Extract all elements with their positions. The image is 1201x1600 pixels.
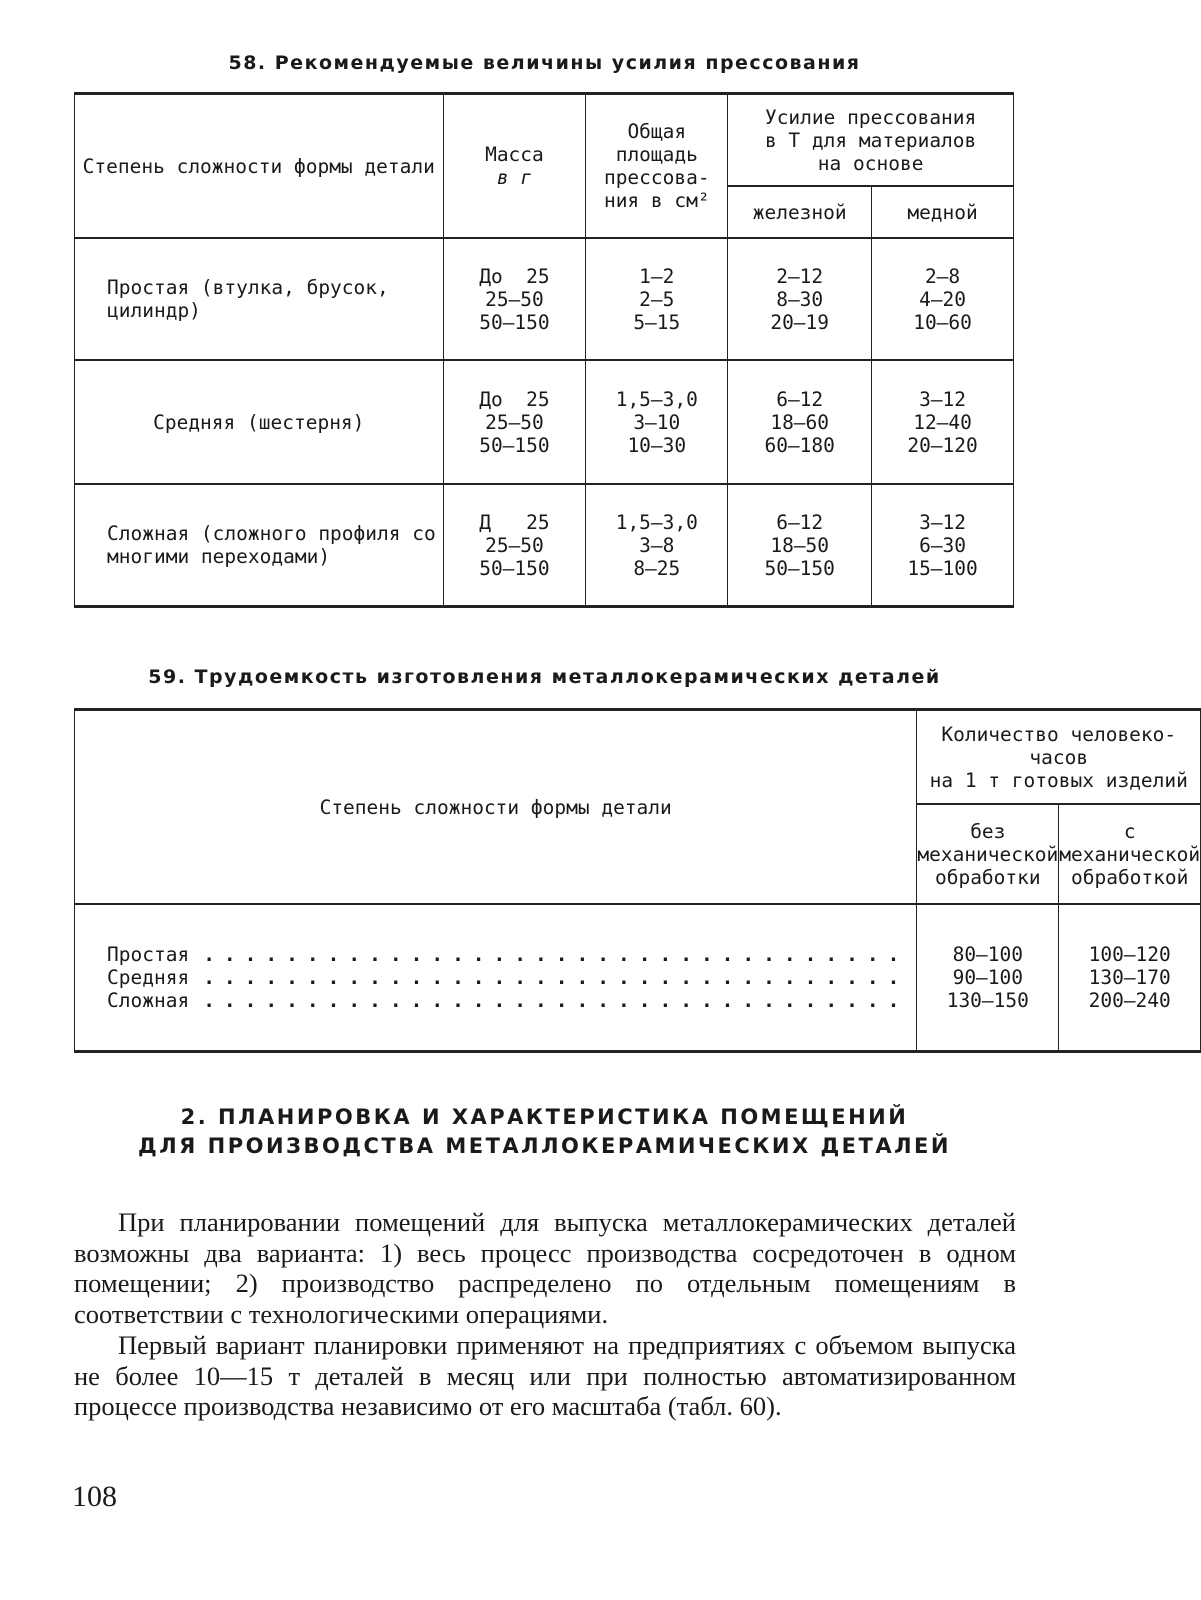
row-label: Сложная (сложного профиля со многими переходами) — [75, 484, 444, 607]
mass-cell — [443, 484, 586, 607]
table-body-row — [75, 904, 1201, 1052]
mass-value: 50—150 — [479, 433, 550, 457]
table-59 — [74, 708, 1201, 1053]
iron-value: 6—12 — [776, 387, 824, 411]
with-value: 130—170 — [1088, 966, 1171, 989]
copper-value: 10—60 — [913, 310, 972, 334]
area-value: 1—2 — [639, 264, 675, 288]
mass-cell — [443, 360, 586, 484]
list-item — [107, 966, 908, 989]
row-label: Средняя — [107, 966, 190, 989]
area-cell — [586, 360, 728, 484]
area-value: 3—8 — [639, 533, 675, 557]
leader-dots: .................................. — [203, 989, 909, 1012]
leader-dots: .................................. — [203, 943, 909, 966]
header-with-line2: механической — [1059, 842, 1201, 866]
area-value: 1,5—3,0 — [615, 387, 698, 411]
label-cell — [75, 904, 917, 1052]
without-value: 90—100 — [952, 966, 1024, 989]
header-area-line1: Общая — [627, 120, 687, 143]
list-item — [107, 989, 908, 1012]
header-area-line4: ния в см² — [603, 189, 710, 212]
area-value: 5—15 — [633, 310, 681, 334]
iron-cell — [728, 360, 872, 484]
header-area — [586, 94, 728, 239]
area-value: 3—10 — [633, 410, 681, 434]
row-label: Простая — [107, 943, 190, 966]
header-iron: железной — [728, 186, 872, 238]
list-item — [107, 943, 908, 966]
iron-value: 6—12 — [776, 510, 824, 534]
header-area-line3: прессова- — [603, 166, 710, 189]
header-with-machining — [1059, 804, 1201, 904]
area-cell — [586, 484, 728, 607]
iron-value: 8—30 — [776, 287, 824, 311]
iron-value: 2—12 — [776, 264, 824, 288]
iron-value: 60—180 — [764, 433, 835, 457]
with-value: 100—120 — [1088, 943, 1171, 966]
header-with-line1: с — [1123, 819, 1136, 843]
mass-value: 50—150 — [479, 310, 550, 334]
mass-value: 25—50 — [485, 287, 544, 311]
mass-value: 50—150 — [479, 556, 550, 580]
header-complexity: Степень сложности формы детали — [75, 710, 917, 905]
header-force-line3: на основе — [817, 151, 924, 175]
copper-cell — [872, 484, 1014, 607]
section-title-line1: 2. ПЛАНИРОВКА И ХАРАКТЕРИСТИКА ПОМЕЩЕНИЙ — [180, 1105, 909, 1129]
table-58-caption: 58. Рекомендуемые величины усилия прессования — [228, 52, 861, 74]
leader-dots: .................................. — [203, 966, 909, 989]
mass-value: До 25 — [479, 387, 550, 411]
copper-value: 2—8 — [924, 264, 961, 288]
iron-value: 20—19 — [770, 310, 830, 334]
section-title — [0, 1103, 1089, 1161]
header-without-line3: обработки — [934, 865, 1041, 889]
area-value: 2—5 — [639, 287, 675, 311]
header-complexity — [75, 94, 444, 239]
area-value: 8—25 — [633, 556, 681, 580]
iron-cell — [728, 238, 872, 360]
mass-value: 25—50 — [485, 410, 544, 434]
row-label: Сложная — [107, 989, 190, 1012]
mass-value: До 25 — [479, 264, 550, 288]
header-area-line2: площадь — [615, 143, 698, 166]
paragraph: При планировании помещений для выпуска металлокерамических деталей возможны два варианта: 1) весь процесс производства сосредоточен в одном помещении; 2) производство распределено по отдельным помещениям в соответствии с технологическими операциями. — [74, 1207, 1016, 1329]
mass-value: Д 25 — [479, 510, 550, 534]
header-copper: медной — [872, 186, 1014, 238]
without-value: 80—100 — [952, 943, 1024, 966]
with-value: 200—240 — [1088, 989, 1171, 1012]
iron-value: 18—50 — [770, 533, 830, 557]
table-row — [75, 484, 1014, 607]
header-force — [728, 94, 1014, 187]
with-cell — [1059, 904, 1201, 1052]
copper-cell — [872, 238, 1014, 360]
table-row — [75, 360, 1014, 484]
section-title-line2: ДЛЯ ПРОИЗВОДСТВА МЕТАЛЛОКЕРАМИЧЕСКИХ ДЕТАЛЕЙ — [138, 1134, 951, 1158]
header-with-line3: обработкой — [1070, 865, 1189, 889]
table-59-caption: 59. Трудоемкость изготовления металлокерамических деталей — [148, 666, 941, 688]
header-without-machining — [917, 804, 1059, 904]
header-force-line1: Усилие прессования — [764, 105, 977, 129]
copper-value: 6—30 — [919, 533, 967, 557]
header-hours-line1: Количество человеко-часов — [941, 722, 1177, 769]
copper-value: 3—12 — [919, 387, 967, 411]
copper-cell — [872, 360, 1014, 484]
header-force-line2: в Т для материалов — [764, 128, 977, 152]
copper-value: 15—100 — [907, 556, 978, 580]
area-value: 1,5—3,0 — [615, 510, 698, 534]
row-label: Средняя (шестерня) — [75, 360, 444, 484]
area-cell — [586, 238, 728, 360]
copper-value: 3—12 — [919, 510, 967, 534]
table-58 — [74, 92, 1014, 608]
paragraph: Первый вариант планировки применяют на предприятиях с объемом выпуска не более 10—15 т деталей в месяц или при полностью автоматизированном процессе производства независимо от его масштаба (табл. 60). — [74, 1330, 1016, 1421]
copper-value: 20—120 — [907, 433, 978, 457]
copper-value: 4—20 — [919, 287, 967, 311]
header-mass-line1: Масса — [485, 143, 544, 166]
header-mass — [443, 94, 586, 239]
table-row — [75, 238, 1014, 360]
iron-cell — [728, 484, 872, 607]
without-value: 130—150 — [946, 989, 1029, 1012]
page-number: 108 — [72, 1480, 117, 1513]
header-mass-line2: в г — [496, 166, 533, 189]
mass-cell — [443, 238, 586, 360]
mass-value: 25—50 — [485, 533, 544, 557]
iron-value: 50—150 — [764, 556, 835, 580]
header-without-line1: без — [970, 819, 1006, 843]
row-label: Простая (втулка, брусок, цилиндр) — [75, 238, 444, 360]
area-value: 10—30 — [627, 433, 687, 457]
iron-value: 18—60 — [770, 410, 830, 434]
header-hours-line2: на 1 т готовых изделий — [929, 768, 1188, 792]
header-complexity-text: Степень сложности формы детали — [82, 154, 435, 178]
header-without-line2: механической — [917, 842, 1059, 866]
copper-value: 12—40 — [913, 410, 972, 434]
without-cell — [917, 904, 1059, 1052]
header-hours — [917, 710, 1201, 805]
